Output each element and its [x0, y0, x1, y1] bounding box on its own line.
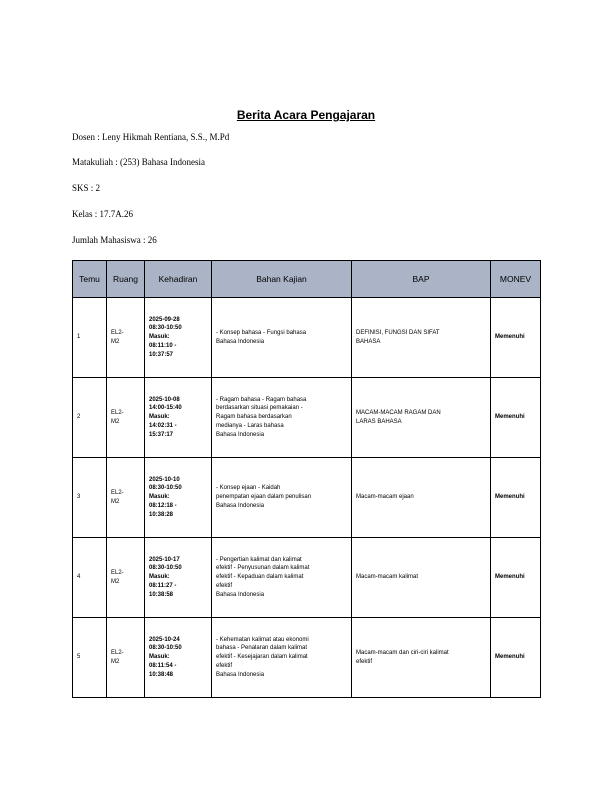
cell-bahan-kajian-line: - Konsep bahasa - Fungsi bahasa	[216, 329, 307, 336]
cell-ruang-line: EL2-	[111, 489, 124, 496]
cell-ruang	[107, 298, 145, 378]
cell-ruang-line: EL2-	[111, 329, 124, 336]
table-row	[73, 618, 541, 698]
cell-temu: 2	[73, 378, 107, 458]
cell-temu: 1	[73, 298, 107, 378]
header-monev: MONEV	[491, 261, 541, 298]
cell-kehadiran-line: 10:37:57	[149, 351, 174, 358]
cell-monev: Memenuhi	[491, 538, 541, 618]
cell-ruang-line: M2	[111, 418, 120, 425]
cell-bap-line: Macam-macam dan ciri-ciri kalimat	[356, 649, 449, 656]
table-row	[73, 298, 541, 378]
cell-bahan-kajian-line: Bahasa Indonesia	[216, 671, 265, 678]
cell-ruang	[107, 538, 145, 618]
cell-bahan-kajian-line: bahasa - Penalaran dalam kalimat	[216, 645, 308, 652]
cell-kehadiran-line: 2025-10-10	[149, 476, 180, 483]
cell-monev: Memenuhi	[491, 378, 541, 458]
cell-bap	[352, 618, 491, 698]
cell-bahan-kajian	[212, 538, 352, 618]
header-bap: BAP	[352, 261, 491, 298]
cell-bap-line: Macam-macam kalimat	[356, 574, 419, 581]
cell-kehadiran-line: 08:11:10 -	[149, 342, 177, 349]
cell-kehadiran-line: 2025-10-08	[149, 396, 180, 403]
cell-kehadiran-line: 08:30-10:50	[149, 485, 182, 492]
cell-kehadiran	[145, 378, 212, 458]
cell-bahan-kajian	[212, 298, 352, 378]
cell-kehadiran-line: 10:38:48	[149, 671, 174, 678]
cell-bap-line: MACAM-MACAM RAGAM DAN	[356, 409, 441, 416]
cell-bahan-kajian-line: efektif	[216, 662, 233, 669]
cell-kehadiran-line: 08:30-10:50	[149, 325, 182, 332]
cell-bap-line: DEFINISI, FUNGSI DAN SIFAT	[356, 329, 440, 336]
cell-kehadiran	[145, 458, 212, 538]
cell-kehadiran-line: 2025-10-17	[149, 556, 180, 563]
cell-bahan-kajian-line: Bahasa Indonesia	[216, 338, 265, 345]
cell-bap-line: BAHASA	[356, 338, 381, 345]
cell-kehadiran-line: 08:30-10:50	[149, 565, 182, 572]
cell-bahan-kajian-line: Ragam bahasa berdasarkan	[216, 414, 292, 421]
lecturer-info: Dosen : Leny Hikmah Rentiana, S.S., M.Pd	[72, 132, 230, 142]
cell-bahan-kajian-line: medianya - Laras bahasa	[216, 422, 284, 429]
table-row	[73, 458, 541, 538]
cell-kehadiran-line: 08:11:27 -	[149, 582, 177, 589]
page-title: Berita Acara Pengajaran	[236, 108, 376, 122]
cell-bahan-kajian-line: Bahasa Indonesia	[216, 591, 265, 598]
attendance-table	[72, 260, 541, 698]
cell-kehadiran-line: 10:38:28	[149, 511, 174, 518]
table-row	[73, 538, 541, 618]
student-count-info: Jumlah Mahasiswa : 26	[72, 235, 157, 245]
course-info: Matakuliah : (253) Bahasa Indonesia	[72, 157, 205, 167]
cell-bahan-kajian-line: - Kehematan kalimat atau ekonomi	[216, 636, 309, 643]
cell-kehadiran-line: Masuk:	[149, 334, 170, 341]
cell-kehadiran-line: 08:12:18 -	[149, 502, 177, 509]
cell-kehadiran-line: Masuk:	[149, 494, 170, 501]
cell-kehadiran-line: 2025-09-28	[149, 316, 180, 323]
header-bahan-kajian: Bahan Kajian	[212, 261, 352, 298]
table-header-row	[73, 261, 541, 298]
table-row	[73, 378, 541, 458]
header-temu: Temu	[73, 261, 107, 298]
cell-bahan-kajian-line: - Konsep ejaan - Kaidah	[216, 485, 281, 492]
cell-ruang-line: M2	[111, 498, 120, 505]
cell-bap-line: efektif	[356, 658, 373, 665]
cell-kehadiran-line: Masuk:	[149, 574, 170, 581]
cell-bahan-kajian-line: - Ragam bahasa - Ragam bahasa	[216, 396, 307, 403]
cell-bahan-kajian-line: berdasarkan situasi pemakaian -	[216, 405, 303, 412]
cell-bap	[352, 298, 491, 378]
cell-ruang-line: EL2-	[111, 409, 124, 416]
cell-bap	[352, 458, 491, 538]
cell-bap-line: Macam-macam ejaan	[356, 494, 414, 501]
cell-temu: 3	[73, 458, 107, 538]
cell-bahan-kajian-line: efektif - Kepaduan dalam kalimat	[216, 574, 304, 581]
credits-info: SKS : 2	[72, 183, 101, 193]
cell-bahan-kajian-line: - Pengertian kalimat dan kalimat	[216, 556, 302, 563]
cell-bahan-kajian-line: efektif - Penyusunan dalam kalimat	[216, 565, 310, 572]
cell-bahan-kajian	[212, 458, 352, 538]
cell-temu: 4	[73, 538, 107, 618]
cell-bahan-kajian-line: efektif - Kesejajaran dalam kalimat	[216, 654, 308, 661]
cell-kehadiran-line: 14:02:31 -	[149, 422, 177, 429]
cell-ruang	[107, 378, 145, 458]
cell-kehadiran-line: 14:00-15:40	[149, 405, 182, 412]
cell-bahan-kajian-line: Bahasa Indonesia	[216, 431, 265, 438]
cell-kehadiran-line: 2025-10-24	[149, 636, 180, 643]
cell-ruang	[107, 618, 145, 698]
cell-ruang-line: M2	[111, 578, 120, 585]
cell-bahan-kajian	[212, 618, 352, 698]
header-ruang: Ruang	[107, 261, 145, 298]
cell-kehadiran-line: Masuk:	[149, 654, 170, 661]
cell-ruang	[107, 458, 145, 538]
cell-kehadiran	[145, 538, 212, 618]
cell-bap	[352, 378, 491, 458]
cell-monev: Memenuhi	[491, 298, 541, 378]
cell-kehadiran-line: 15:37:17	[149, 431, 174, 438]
cell-monev: Memenuhi	[491, 458, 541, 538]
cell-kehadiran-line: Masuk:	[149, 414, 170, 421]
cell-ruang-line: M2	[111, 658, 120, 665]
class-info: Kelas : 17.7A.26	[72, 209, 133, 219]
cell-temu: 5	[73, 618, 107, 698]
cell-bahan-kajian-line: Bahasa Indonesia	[216, 502, 265, 509]
cell-bahan-kajian	[212, 378, 352, 458]
cell-monev: Memenuhi	[491, 618, 541, 698]
cell-bap-line: LARAS BAHASA	[356, 418, 402, 425]
cell-kehadiran-line: 08:30-10:50	[149, 645, 182, 652]
cell-kehadiran-line: 08:11:54 -	[149, 662, 177, 669]
cell-bahan-kajian-line: efektif	[216, 582, 233, 589]
cell-bahan-kajian-line: penempatan ejaan dalam penulisan	[216, 494, 312, 501]
cell-ruang-line: EL2-	[111, 649, 124, 656]
cell-bap	[352, 538, 491, 618]
cell-kehadiran-line: 10:38:58	[149, 591, 174, 598]
header-kehadiran: Kehadiran	[145, 261, 212, 298]
cell-ruang-line: EL2-	[111, 569, 124, 576]
cell-ruang-line: M2	[111, 338, 120, 345]
cell-kehadiran	[145, 298, 212, 378]
cell-kehadiran	[145, 618, 212, 698]
